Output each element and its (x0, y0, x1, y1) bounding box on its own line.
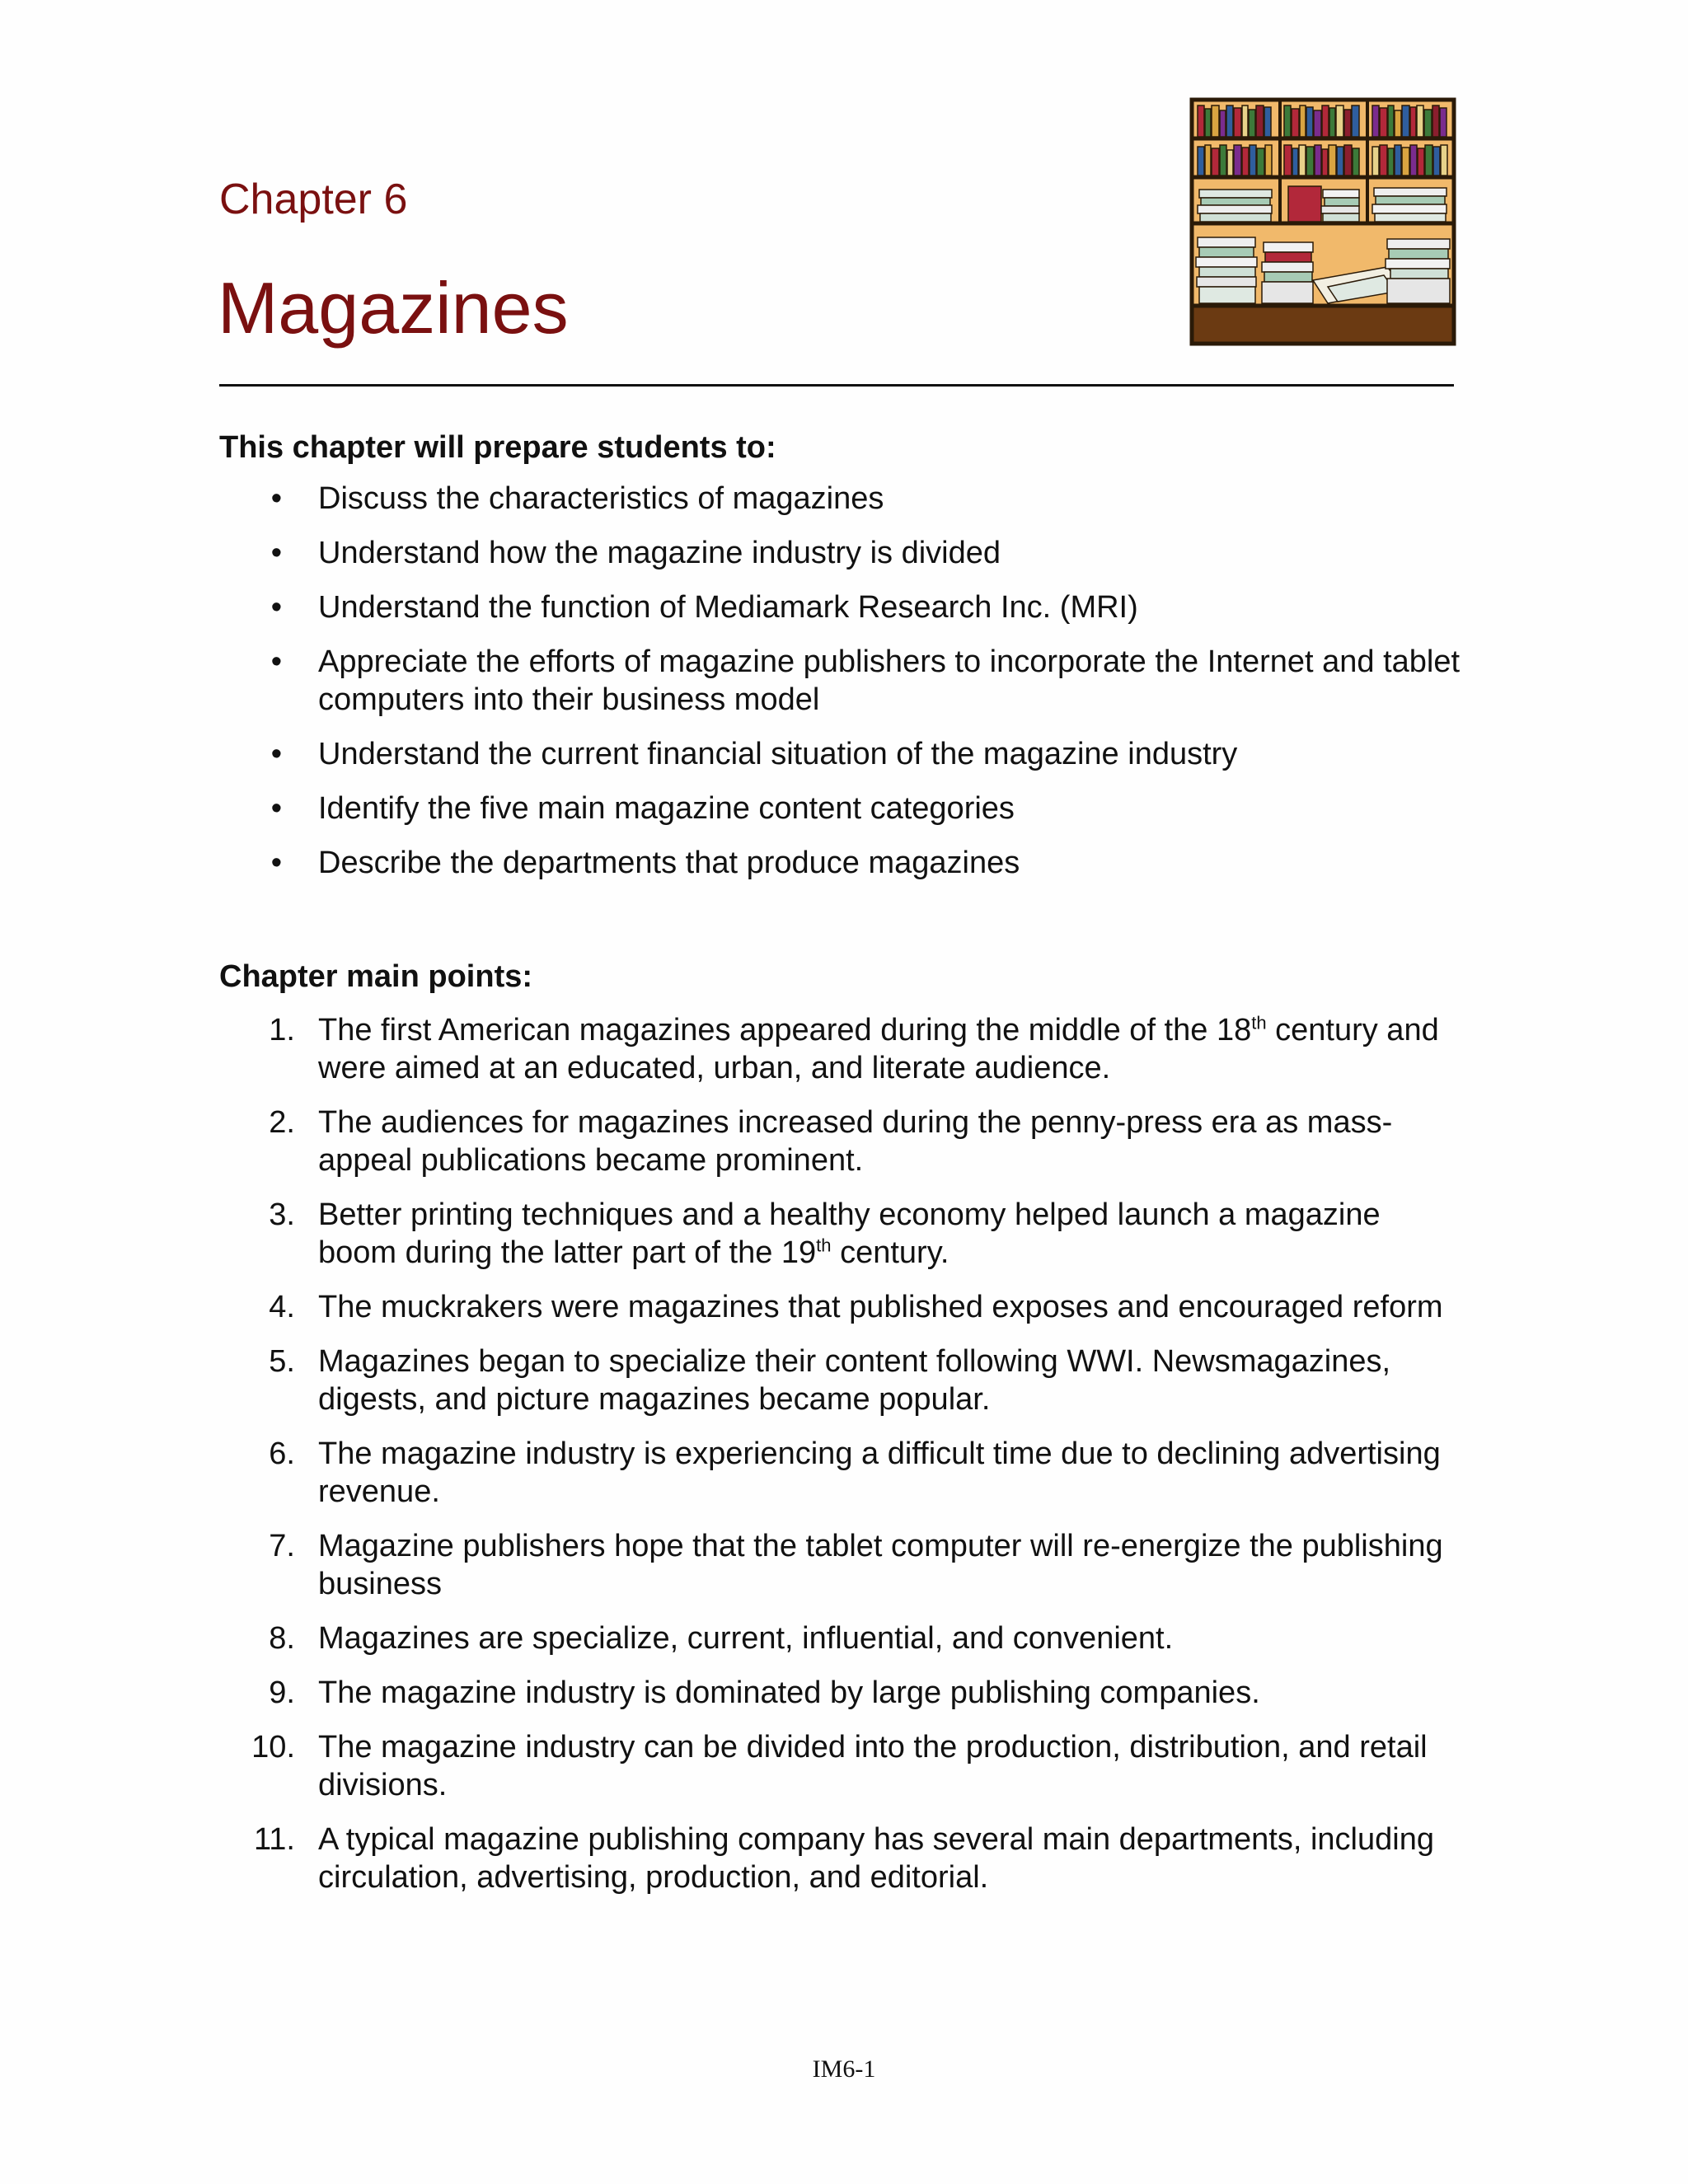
item-number: 4. (269, 1290, 295, 1324)
main-point-text-continued: century. (831, 1235, 950, 1270)
main-point-item (219, 1619, 1464, 1657)
main-point-item (219, 1104, 1464, 1179)
objective-text: Discuss the characteristics of magazines (318, 481, 884, 516)
item-number: 2. (269, 1105, 295, 1140)
bookshelf-icon (1189, 97, 1463, 346)
objective-text: Understand how the magazine industry is divided (318, 536, 1001, 570)
main-point-text-continued: century and were aimed at an educated, urban, and literate audience. (318, 1013, 1439, 1085)
main-point-text: Magazine publishers hope that the tablet computer will re-energize the publishing business (318, 1529, 1443, 1601)
objective-item (219, 534, 1464, 572)
bullet-marker: • (270, 791, 282, 826)
chapter-label: Chapter 6 (219, 176, 408, 223)
item-number: 10. (251, 1730, 295, 1765)
bullet-marker: • (270, 536, 282, 570)
objective-item (219, 643, 1464, 719)
objective-text: Understand the function of Mediamark Research Inc. (MRI) (318, 590, 1138, 625)
item-number: 7. (269, 1529, 295, 1563)
bullet-marker: • (270, 737, 282, 771)
objective-text: Appreciate the efforts of magazine publishers to incorporate the Internet and tablet computers into their business model (318, 644, 1461, 717)
main-points-heading: Chapter main points: (219, 959, 533, 994)
bullet-marker: • (270, 846, 282, 880)
item-number: 3. (269, 1197, 295, 1232)
objective-item (219, 844, 1464, 882)
bullet-marker: • (270, 481, 282, 516)
objective-item (219, 588, 1464, 626)
objectives-list (219, 480, 1464, 898)
main-point-item (219, 1288, 1464, 1326)
bullet-marker: • (270, 644, 282, 679)
main-point-text: The first American magazines appeared during the middle of the 18 (318, 1013, 1252, 1047)
main-point-text: The audiences for magazines increased during the penny-press era as mass-appeal publications became prominent. (318, 1105, 1393, 1178)
main-point-item (219, 1728, 1464, 1804)
main-point-text: The muckrakers were magazines that published exposes and encouraged reform (318, 1290, 1443, 1324)
main-point-text: A typical magazine publishing company has several main departments, including circulation, advertising, production, and editorial. (318, 1822, 1434, 1895)
chapter-title: Magazines (218, 267, 569, 349)
main-point-text: The magazine industry can be divided into the production, distribution, and retail divisions. (318, 1730, 1428, 1802)
objective-text: Understand the current financial situation of the magazine industry (318, 737, 1238, 771)
objective-item (219, 790, 1464, 827)
main-point-item (219, 1674, 1464, 1712)
main-point-item (219, 1011, 1464, 1087)
objectives-heading: This chapter will prepare students to: (219, 430, 776, 465)
main-point-item (219, 1343, 1464, 1418)
main-point-text: Better printing techniques and a healthy economy helped launch a magazine boom during the latter part of the 19 (318, 1197, 1381, 1270)
page-number: IM6-1 (812, 2055, 876, 2083)
bullet-marker: • (270, 590, 282, 625)
objective-text: Identify the five main magazine content categories (318, 791, 1015, 826)
main-point-text: The magazine industry is experiencing a difficult time due to declining advertising revenue. (318, 1436, 1441, 1509)
ordinal-suffix: th (1251, 1012, 1267, 1033)
item-number: 1. (269, 1013, 295, 1047)
main-point-item (219, 1527, 1464, 1603)
item-number: 5. (269, 1344, 295, 1379)
header-divider (219, 384, 1454, 387)
main-point-item (219, 1196, 1464, 1272)
item-number: 9. (269, 1675, 295, 1710)
objective-item (219, 480, 1464, 518)
main-point-item (219, 1821, 1464, 1896)
item-number: 11. (253, 1822, 295, 1857)
main-points-list (219, 1011, 1464, 1913)
main-point-text: The magazine industry is dominated by large publishing companies. (318, 1675, 1260, 1710)
main-point-text: Magazines began to specialize their content following WWI. Newsmagazines, digests, and picture magazines became popular. (318, 1344, 1391, 1417)
item-number: 6. (269, 1436, 295, 1471)
item-number: 8. (269, 1621, 295, 1656)
objective-text: Describe the departments that produce magazines (318, 846, 1020, 880)
main-point-item (219, 1435, 1464, 1511)
objective-item (219, 735, 1464, 773)
main-point-text: Magazines are specialize, current, influential, and convenient. (318, 1621, 1174, 1656)
ordinal-suffix: th (816, 1235, 832, 1256)
